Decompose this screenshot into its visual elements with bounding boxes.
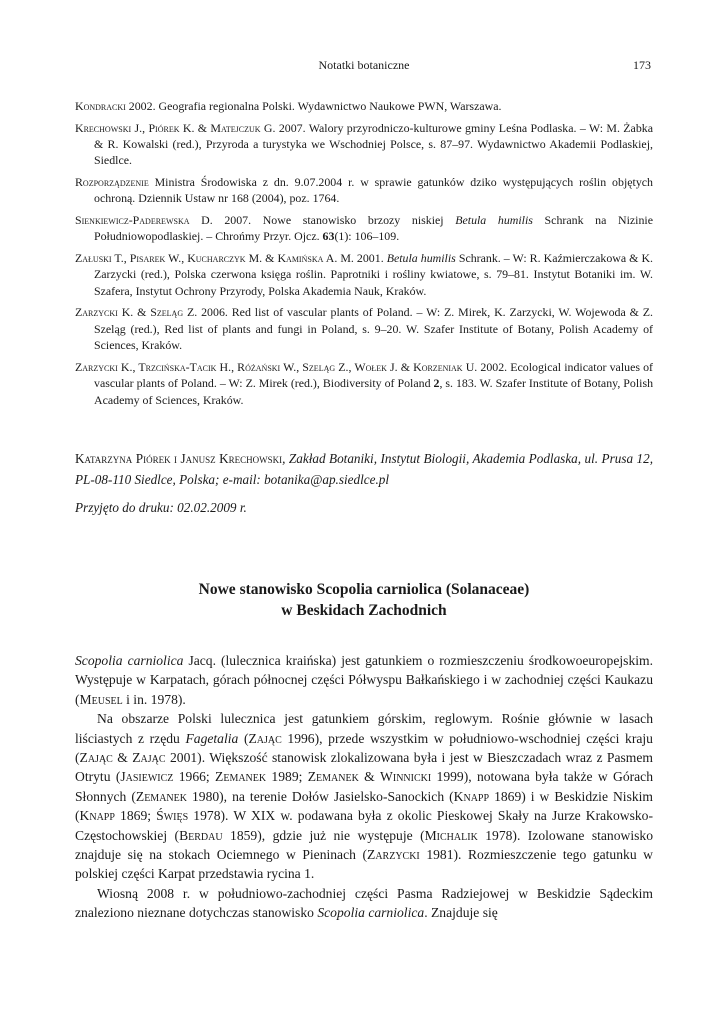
body-paragraph: Scopolia carniolica Jacq. (lulecznica kraińska) jest gatunkiem o rozmieszczeniu środkowoeuropejskim. Występuje w Karpatach, górach północnej części Półwyspu Bałkańskiego i w zachodniej części Kaukazu (Meusel i in. 1978). (75, 653, 653, 707)
reference-item: Kondracki 2002. Geografia regionalna Polski. Wydawnictwo Naukowe PWN, Warszawa. (75, 99, 502, 113)
page-number: 173 (633, 58, 651, 72)
reference-item: Rozporządzenie Ministra Środowiska z dn. 9.07.2004 r. w sprawie gatunków dziko występujących roślin objętych ochroną. Dziennik Ustaw nr 168 (2004), poz. 1764. (75, 175, 653, 206)
article-body (75, 651, 653, 923)
article-title (75, 579, 653, 621)
article-title-line: Nowe stanowisko Scopolia carniolica (Solanaceae) (198, 581, 530, 598)
body-paragraph: Na obszarze Polski lulecznica jest gatunkiem górskim, reglowym. Rośnie głównie w lasach liściastych z rzędu Fagetalia (Zając 1996), przede wszystkim w południowo-wschodniej części kraju (Zając & Zając 2001). Większość stanowisk zlokalizowana była i jest w Bieszczadach wraz z Pasmem Otrytu (Jasiewicz 1966; Zemanek 1989; Zemanek & Winnicki 1999), notowana była także w Górach Słonnych (Zemanek 1980), na terenie Dołów Jasielsko-Sanockich (Knapp 1869) i w Beskidzie Niskim (Knapp 1869; Święs 1978). W XIX w. podawana była z okolic Pieskowej Skały na Jurze Krakowsko-Częstochowskiej (Berdau 1859), gdzie już nie występuje (Michalik 1978). Izolowane stanowisko znajduje się na stokach Ociemnego w Pieninach (Zarzycki 1981). Rozmieszczenie tego gatunku w polskiej części Karpat przedstawia rycina 1. (75, 711, 654, 882)
article-title-line: w Beskidach Zachodnich (281, 602, 447, 619)
reference-item: Sienkiewicz-Paderewska D. 2007. Nowe stanowisko brzozy niskiej Betula humilis Schrank na Nizinie Południowopodlaskiej. – Chrońmy Przyr. Ojcz. 63(1): 106–109. (75, 213, 654, 244)
accepted-date: Przyjęto do druku: 02.02.2009 r. (75, 500, 247, 515)
reference-list (75, 98, 653, 413)
reference-item: Zarzycki K. & Szeląg Z. 2006. Red list of vascular plants of Poland. – W: Z. Mirek, K. Zarzycki, W. Wojewoda & Z. Szeląg (red.), Red list of plants and fungi in Poland, s. 9–20. W. Szafer Institute of Botany, Polish Academy of Sciences, Kraków. (75, 305, 653, 353)
reference-item: Załuski T., Pisarek W., Kucharczyk M. & Kamińska A. M. 2001. Betula humilis Schrank. – W: R. Kaźmierczakowa & K. Zarzycki (red.), Polska czerwona księga roślin. Paprotniki i rośliny kwiatowe, s. 79–81. Instytut Botaniki im. W. Szafera, Instytut Ochrony Przyrody, Polska Akademia Nauk, Kraków. (75, 251, 653, 298)
author-address: , Zakład Botaniki, Instytut Biologii, Akademia Podlaska, ul. Prusa 12, PL-08-110 Siedlce, Polska; e-mail: botanika@ap.siedlce.pl (75, 451, 653, 487)
reference-item: Zarzycki K., Trzcińska-Tacik H., Różański W., Szeląg Z., Wołek J. & Korzeniak U. 2002. Ecological indicator values of vascular plants of Poland. – W: Z. Mirek (red.), Biodiversity of Poland 2, s. 183. W. Szafer Institute of Botany, Polish Academy of Sciences, Kraków. (75, 359, 654, 407)
journal-title: Notatki botaniczne (318, 58, 410, 72)
author-names: Katarzyna Piórek i Janusz Krechowski (75, 451, 283, 466)
body-paragraph: Wiosną 2008 r. w południowo-zachodniej części Pasma Radziejowej w Beskidzie Sądeckim znaleziono nieznane dotychczas stanowisko Scopolia carniolica. Znajduje się (75, 885, 653, 921)
author-affiliation (75, 448, 653, 490)
reference-item: Krechowski J., Piórek K. & Matejczuk G. 2007. Walory przyrodniczo-kulturowe gminy Leśna Podlaska. – W: M. Żabka & R. Kowalski (red.), Przyroda a turystyka we Wschodniej Polsce, s. 87–97. Wydawnictwo Akademii Podlaskiej, Siedlce. (75, 120, 653, 168)
